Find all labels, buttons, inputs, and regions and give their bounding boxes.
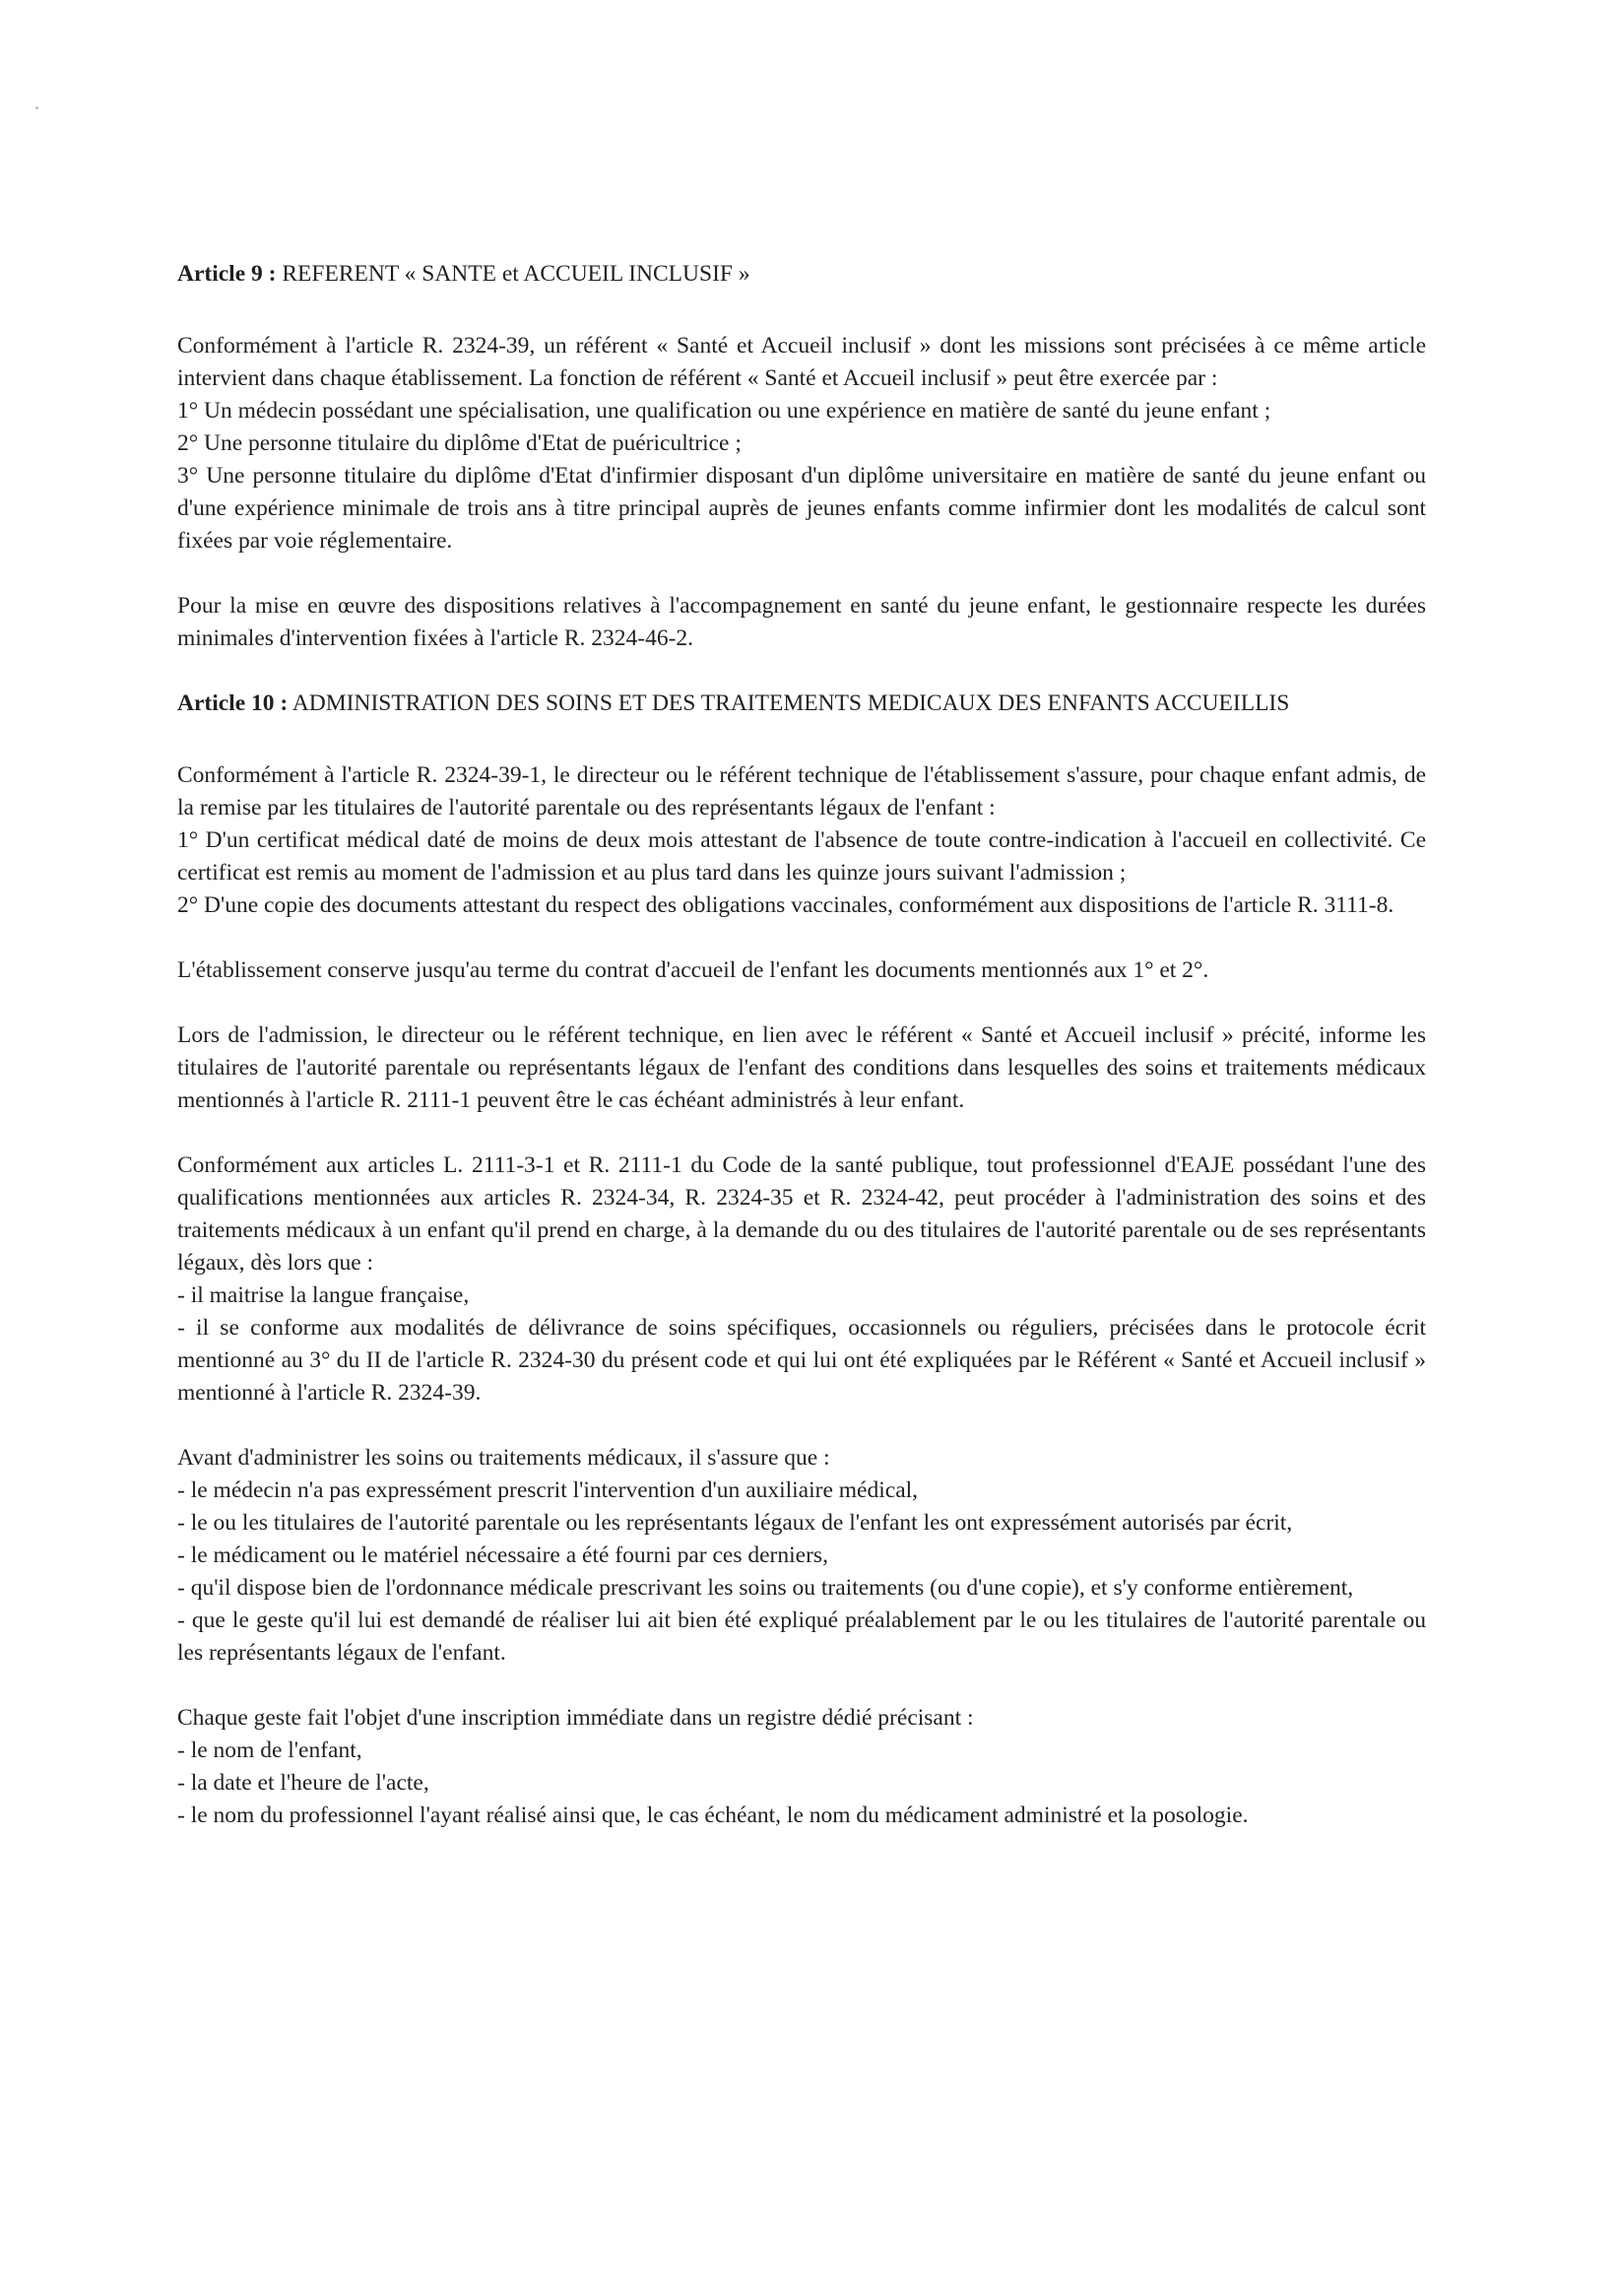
article-10-check-3: - le médicament ou le matériel nécessaire a été fourni par ces derniers, bbox=[177, 1542, 828, 1568]
article-10-paragraph-3: Lors de l'admission, le directeur ou le référent technique, en lien avec le référent « Santé et Accueil inclusif » précité, informe les titulaires de l'autorité parentale ou représentants légaux de l'enfant des conditions dans lesquelles des soins et traitements médicaux mentionnés à l'article R. 2111-1 peuvent être le cas échéant administrés à leur enfant. bbox=[177, 1022, 1426, 1113]
article-9-paragraph-2: Pour la mise en œuvre des dispositions relatives à l'accompagnement en santé du jeune enfant, le gestionnaire respecte les durées minimales d'intervention fixées à l'article R. 2324-46-2. bbox=[177, 593, 1426, 651]
article-10-check-1: - le médecin n'a pas expressément prescrit l'intervention d'un auxiliaire médical, bbox=[177, 1477, 919, 1503]
article-9-heading bbox=[177, 258, 1426, 291]
article-10-check-2: - le ou les titulaires de l'autorité parentale ou les représentants légaux de l'enfant les ont expressément autorisés par écrit, bbox=[177, 1510, 1293, 1536]
article-9-paragraph-1: Conformément à l'article R. 2324-39, un référent « Santé et Accueil inclusif » dont les missions sont précisées à ce même article intervient dans chaque établissement. La fonction de référent « Santé et Accueil inclusif » peut être exercée par : bbox=[177, 333, 1426, 391]
article-10-heading bbox=[177, 688, 1426, 720]
scan-speck bbox=[35, 106, 38, 109]
article-10-label: Article 10 : bbox=[177, 690, 289, 716]
article-9-item-2: 2° Une personne titulaire du diplôme d'Etat de puéricultrice ; bbox=[177, 430, 742, 456]
article-10-paragraph-6: Chaque geste fait l'objet d'une inscription immédiate dans un registre dédié précisant : bbox=[177, 1705, 974, 1731]
document-page bbox=[177, 258, 1426, 1832]
article-10-register-2: - la date et l'heure de l'acte, bbox=[177, 1770, 429, 1796]
article-10-register-1: - le nom de l'enfant, bbox=[177, 1738, 362, 1763]
article-10-paragraph-4: Conformément aux articles L. 2111-3-1 et R. 2111-1 du Code de la santé publique, tout professionnel d'EAJE possédant l'une des qualifications mentionnées aux articles R. 2324-34, R. 2324-35 et R. 2324-42, peut procéder à l'administration des soins et des traitements médicaux à un enfant qu'il prend en charge, à la demande du ou des titulaires de l'autorité parentale ou de ses représentants légaux, dès lors que : bbox=[177, 1152, 1426, 1276]
article-10-check-4: - qu'il dispose bien de l'ordonnance médicale prescrivant les soins ou traitements (ou d'une copie), et s'y conforme entièrement, bbox=[177, 1575, 1354, 1601]
article-10-condition-1: - il maitrise la langue française, bbox=[177, 1282, 470, 1308]
article-10-item-1: 1° D'un certificat médical daté de moins de deux mois attestant de l'absence de toute contre-indication à l'accueil en collectivité. Ce certificat est remis au moment de l'admission et au plus tard dans les quinze jours suivant l'admission ; bbox=[177, 827, 1426, 886]
article-10-paragraph-5: Avant d'administrer les soins ou traitements médicaux, il s'assure que : bbox=[177, 1445, 830, 1471]
article-9-item-1: 1° Un médecin possédant une spécialisation, une qualification ou une expérience en matière de santé du jeune enfant ; bbox=[177, 398, 1271, 424]
article-10-condition-2: - il se conforme aux modalités de délivrance de soins spécifiques, occasionnels ou réguliers, précisées dans le protocole écrit mentionné au 3° du II de l'article R. 2324-30 du présent code et qui lui ont été expliquées par le Référent « Santé et Accueil inclusif » mentionné à l'article R. 2324-39. bbox=[177, 1315, 1426, 1406]
article-10-paragraph-1: Conformément à l'article R. 2324-39-1, le directeur ou le référent technique de l'établissement s'assure, pour chaque enfant admis, de la remise par les titulaires de l'autorité parentale ou des représentants légaux de l'enfant : bbox=[177, 762, 1426, 820]
article-10-paragraph-2: L'établissement conserve jusqu'au terme du contrat d'accueil de l'enfant les documents mentionnés aux 1° et 2°. bbox=[177, 957, 1209, 983]
article-9-item-3: 3° Une personne titulaire du diplôme d'Etat d'infirmier disposant d'un diplôme universitaire en matière de santé du jeune enfant ou d'une expérience minimale de trois ans à titre principal auprès de jeunes enfants comme infirmier dont les modalités de calcul sont fixées par voie réglementaire. bbox=[177, 463, 1426, 554]
article-9-label: Article 9 : bbox=[177, 261, 277, 287]
article-10-check-5: - que le geste qu'il lui est demandé de réaliser lui ait bien été expliqué préalablement par le ou les titulaires de l'autorité parentale ou les représentants légaux de l'enfant. bbox=[177, 1607, 1426, 1666]
article-10-item-2: 2° D'une copie des documents attestant du respect des obligations vaccinales, conformément aux dispositions de l'article R. 3111-8. bbox=[177, 892, 1394, 918]
article-10-register-3: - le nom du professionnel l'ayant réalisé ainsi que, le cas échéant, le nom du médicament administré et la posologie. bbox=[177, 1803, 1249, 1828]
article-10-title: ADMINISTRATION DES SOINS ET DES TRAITEMENTS MEDICAUX DES ENFANTS ACCUEILLIS bbox=[292, 690, 1290, 716]
article-9-title: REFERENT « SANTE et ACCUEIL INCLUSIF » bbox=[282, 261, 750, 287]
